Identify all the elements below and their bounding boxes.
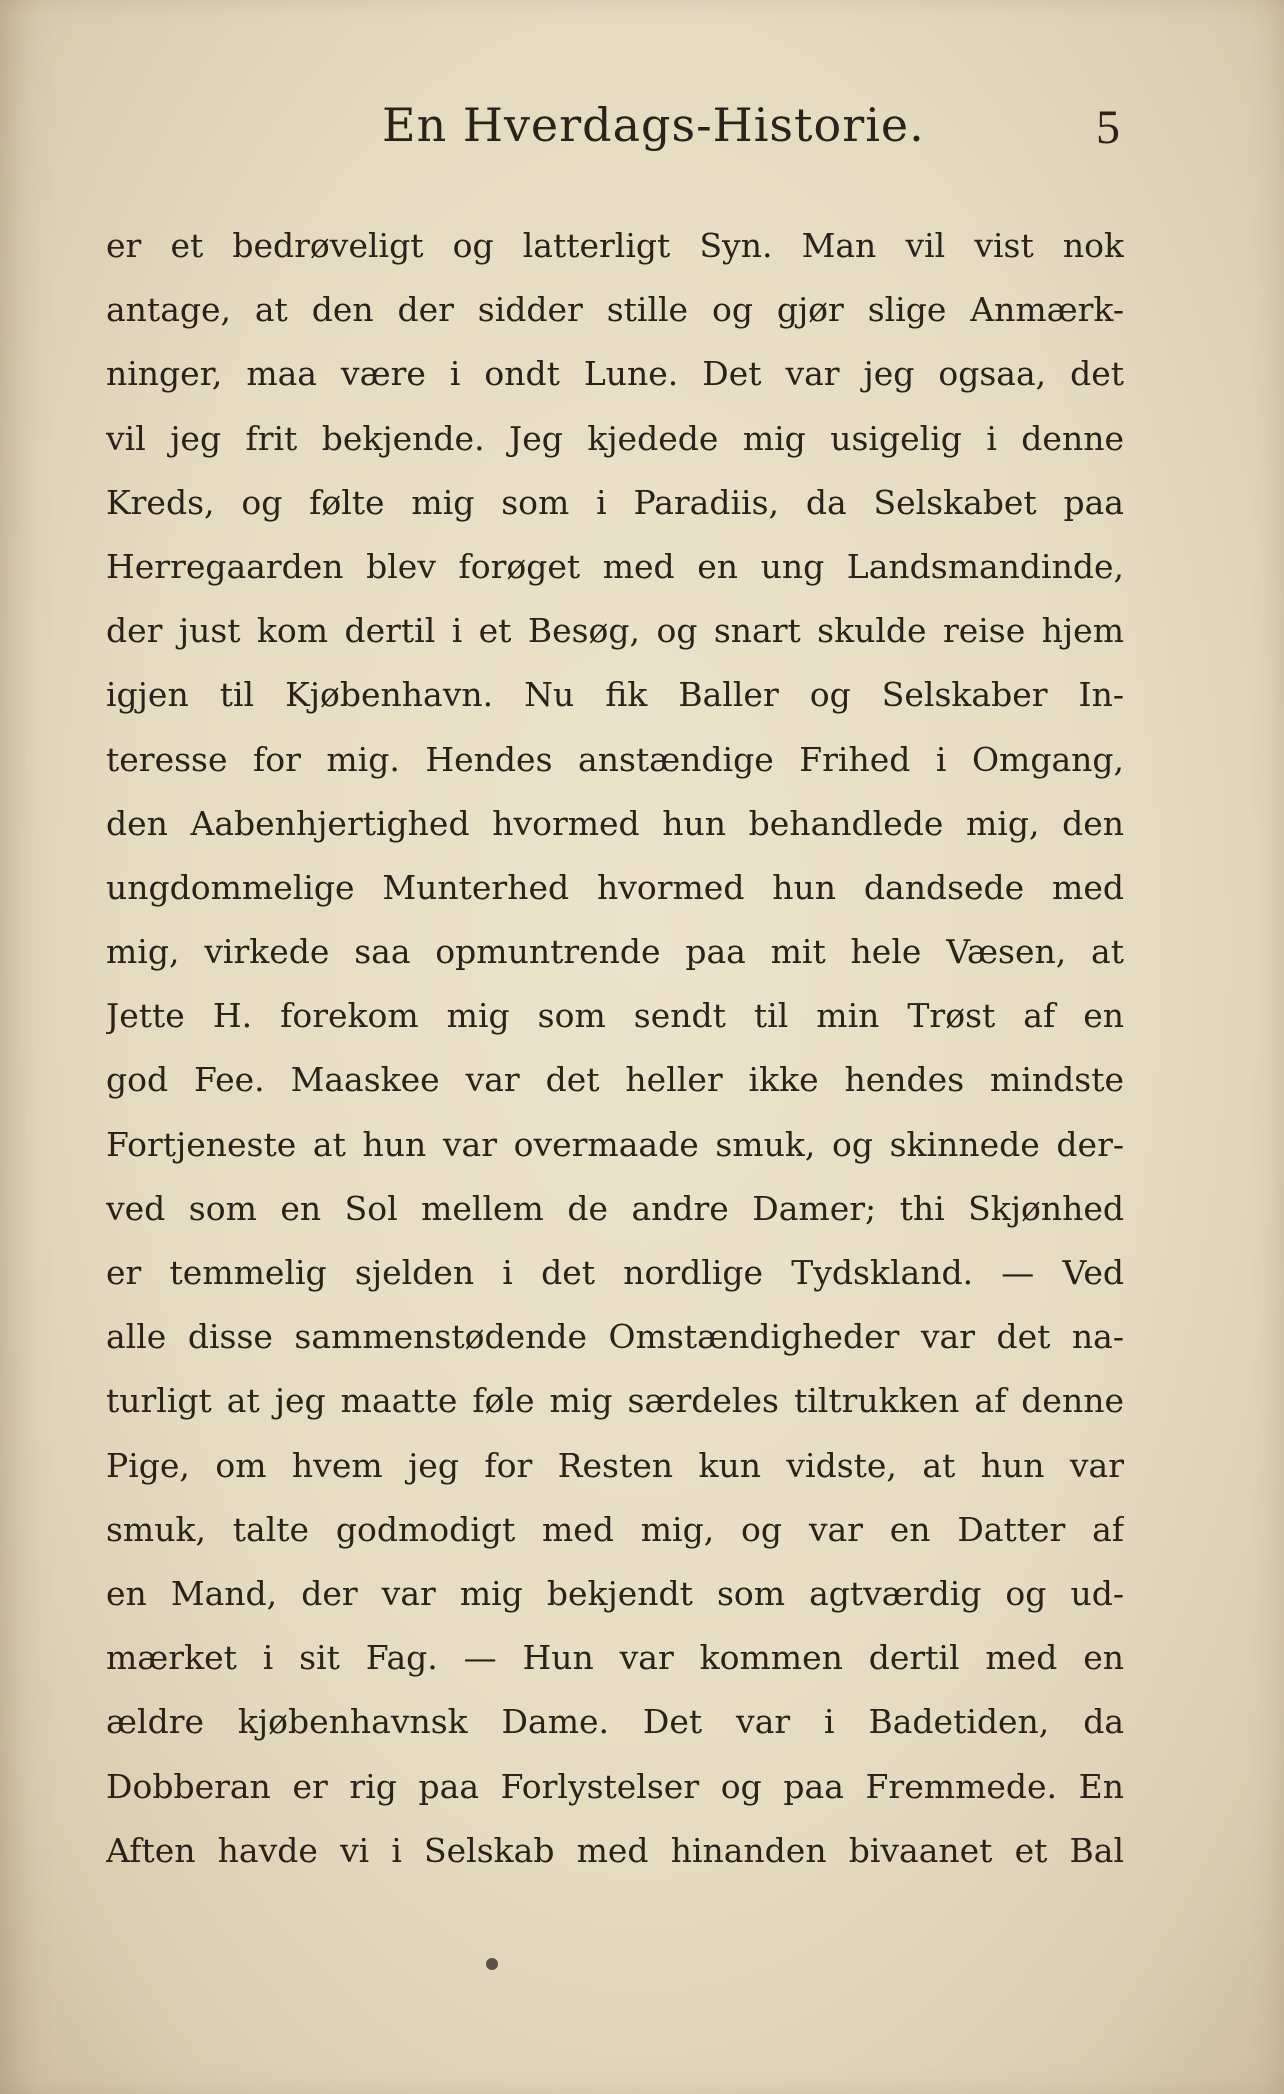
text-line: alle disse sammenstødende Omstændigheder var det na- bbox=[106, 1317, 1124, 1357]
text-line: Kreds, og følte mig som i Paradiis, da Selskabet paa bbox=[106, 482, 1124, 522]
running-head bbox=[0, 98, 1284, 178]
text-line: antage, at den der sidder stille og gjør slige Anmærk- bbox=[106, 290, 1124, 330]
text-line: vil jeg frit bekjende. Jeg kjedede mig usigelig i denne bbox=[106, 418, 1124, 458]
text-line: Dobberan er rig paa Forlystelser og paa Fremmede. En bbox=[106, 1766, 1124, 1806]
page-number: 5 bbox=[1096, 101, 1120, 154]
text-line: mærket i sit Fag. — Hun var kommen dertil med en bbox=[106, 1638, 1124, 1678]
body-text bbox=[106, 214, 1124, 1883]
text-line: Pige, om hvem jeg for Resten kun vidste, at hun var bbox=[106, 1445, 1124, 1485]
text-line: teresse for mig. Hendes anstændige Frihed i Omgang, bbox=[106, 739, 1124, 779]
text-line: igjen til Kjøbenhavn. Nu fik Baller og Selskaber In- bbox=[106, 675, 1124, 715]
running-head-title: En Hverdags-Historie. bbox=[382, 98, 925, 152]
text-line: den Aabenhjertighed hvormed hun behandlede mig, den bbox=[106, 803, 1124, 843]
text-line: god Fee. Maaskee var det heller ikke hendes mindste bbox=[106, 1060, 1124, 1100]
text-line: Jette H. forekom mig som sendt til min Trøst af en bbox=[106, 996, 1124, 1036]
text-line: ungdommelige Munterhed hvormed hun dandsede med bbox=[106, 867, 1124, 907]
text-line: der just kom dertil i et Besøg, og snart skulde reise hjem bbox=[106, 611, 1124, 651]
text-line: smuk, talte godmodigt med mig, og var en Datter af bbox=[106, 1509, 1124, 1549]
text-line: turligt at jeg maatte føle mig særdeles tiltrukken af denne bbox=[106, 1381, 1124, 1421]
text-line: ninger, maa være i ondt Lune. Det var jeg ogsaa, det bbox=[106, 354, 1124, 394]
text-line: mig, virkede saa opmuntrende paa mit hele Væsen, at bbox=[106, 932, 1124, 972]
text-line: er temmelig sjelden i det nordlige Tydskland. — Ved bbox=[106, 1253, 1124, 1292]
text-line: Herregaarden blev forøget med en ung Landsmandinde, bbox=[106, 546, 1124, 586]
text-line: ældre kjøbenhavnsk Dame. Det var i Badetiden, da bbox=[106, 1702, 1124, 1742]
text-line: Aften havde vi i Selskab med hinanden bivaanet et Bal bbox=[106, 1830, 1124, 1870]
text-line: ved som en Sol mellem de andre Damer; thi Skjønhed bbox=[106, 1188, 1124, 1228]
text-line: Fortjeneste at hun var overmaade smuk, og skinnede der- bbox=[106, 1124, 1124, 1164]
text-line: er et bedrøveligt og latterligt Syn. Man vil vist nok bbox=[106, 226, 1124, 265]
ink-spot bbox=[486, 1958, 498, 1970]
text-line: en Mand, der var mig bekjendt som agtværdig og ud- bbox=[106, 1573, 1124, 1613]
